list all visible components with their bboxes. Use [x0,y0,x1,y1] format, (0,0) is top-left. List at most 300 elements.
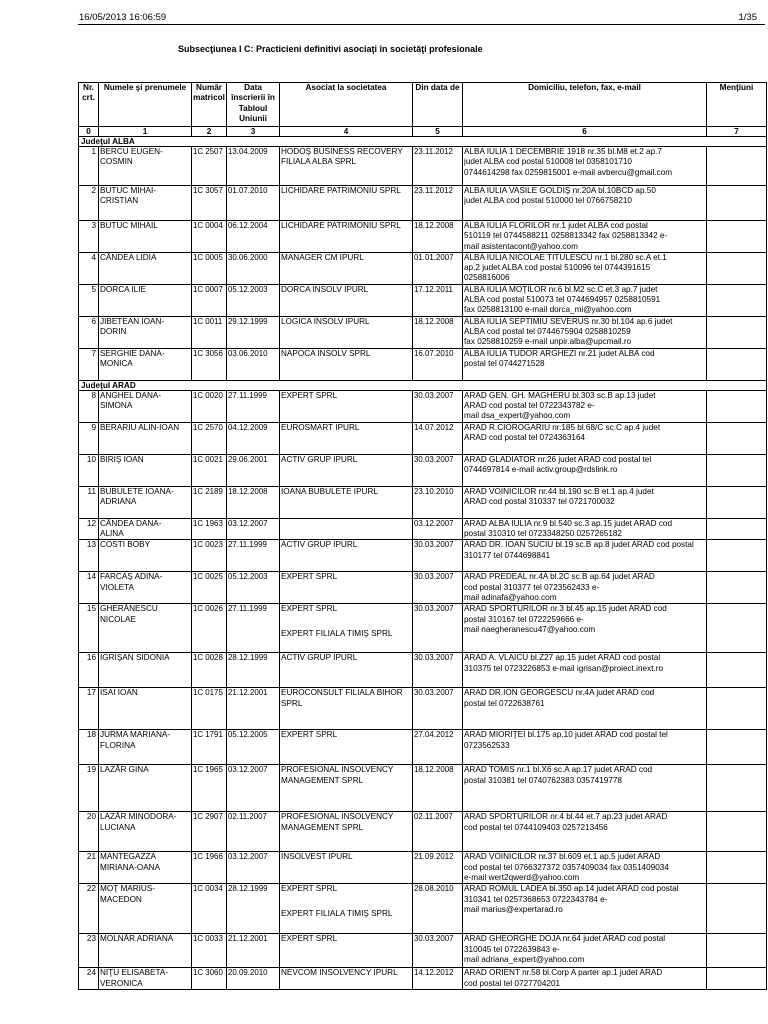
cell-line: mail asistentacont@yahoo.com [464,241,578,251]
cell-line: ap.2 judet ALBA cod postal 510096 tel 0744391615 [464,263,651,273]
cell-line: BERARIU ALIN-IOAN [100,422,180,432]
cell-line: ARAD cod postal tel 0722343782 e- [464,401,595,411]
cell-line: DORCA ILIE [100,284,146,294]
col-number: 4 [280,127,413,137]
cell-company [280,730,413,765]
cell-date-registered: 21.12.2001 [227,688,280,730]
cell-line: ARAD DR. IOAN SUCIU bl.19 sc.B ap.8 judet ARAD cod postal [464,540,694,550]
cell-line: MANTEGAZZA [100,852,156,862]
cell-mentions [707,284,767,316]
col-number: 6 [463,127,707,137]
cell-address [463,604,707,653]
cell-line: mail dsa_expert@yahoo.com [464,411,571,421]
cell-line: JIBETEAN IOAN- [100,316,165,326]
table-row [79,572,767,604]
cell-line: ARAD ORIENT nr.58 bl.Corp A parter ap.1 judet ARAD [464,968,663,978]
cell-nr: 22 [79,884,99,934]
col-number: 3 [227,127,280,137]
table-row [79,252,767,284]
cell-date-registered: 03.12.2007 [227,518,280,540]
table-row [79,765,767,812]
cell-name [99,688,192,730]
cell-line: LICHIDARE PATRIMONIU SPRL [281,186,401,195]
cell-line: BUTUC MIHAIL [100,221,158,230]
cell-nr: 16 [79,653,99,688]
cell-from-date: 01.01.2007 [413,252,463,284]
cell-address [463,653,707,688]
table-row [79,852,767,884]
cell-company [280,316,413,348]
cell-nr: 17 [79,688,99,730]
cell-line: BIRIŞ IOAN [100,454,144,464]
cell-date-registered: 06.12.2004 [227,221,280,253]
table-row [79,730,767,765]
table-row [79,486,767,518]
cell-mentions [707,390,767,422]
cell-address [463,390,707,422]
cell-line: BUBULETE IOANA- [100,486,174,496]
print-datetime: 16/05/2013 16:06:59 [79,12,167,23]
cell-from-date: 18.12.2008 [413,765,463,812]
cell-line: EXPERT SPRL [281,730,338,740]
cell-name [99,934,192,968]
cell-matricol: 1C 3056 [192,348,227,380]
cell-line: ALBA IULIA NICOLAE TITULESCU nr.1 bl.280 sc.A et.1 [464,252,667,262]
cell-line: BUTUC MIHAI- [100,186,156,195]
cell-from-date: 17.12.2011 [413,284,463,316]
cell-line: cod postal tel 0744109403 0257213456 [464,822,608,832]
cell-line: ARAD MIORIŢEI bl.175 ap.10 judet ARAD cod postal tel [464,730,668,740]
cell-line: ARAD GLADIATOR nr.26 judet ARAD cod postal tel [464,454,652,464]
cell-line: NICOLAE [100,614,136,624]
cell-line: judet ALBA cod postal 510008 tel 0358101710 [464,157,632,167]
cell-matricol: 1C 1965 [192,765,227,812]
cell-matricol: 1C 2907 [192,812,227,852]
cell-matricol: 1C 1966 [192,852,227,884]
cell-company [280,934,413,968]
cell-line: VIOLETA [100,582,134,592]
cell-line: ARAD cod postal tel 0724363164 [464,433,586,443]
table-row [79,884,767,934]
cell-address [463,284,707,316]
cell-name [99,540,192,572]
cell-nr: 11 [79,486,99,518]
cell-company [280,518,413,540]
cell-from-date: 14.07.2012 [413,422,463,454]
table-body [79,137,767,990]
cell-company [280,252,413,284]
cell-line: 0723562533 [464,740,510,750]
cell-date-registered: 21.12.2001 [227,934,280,968]
cell-name [99,186,192,221]
table-row [79,934,767,968]
cell-line: GHERĂNESCU [100,604,158,614]
cell-line: judet ALBA cod postal 510000 tel 0766758210 [464,196,632,206]
col-header-nr: Nr. crt. [79,83,99,127]
cell-line: JURMA MARIANA- [100,730,171,740]
cell-name [99,316,192,348]
table-row [79,518,767,540]
cell-matricol: 1C 0007 [192,284,227,316]
cell-line: postal 310381 tel 0740762383 0357419778 [464,775,622,785]
cell-mentions [707,688,767,730]
cell-address [463,316,707,348]
cell-line: EXPERT FILIALA TIMIŞ SPRL [281,628,393,638]
cell-line: MOLNĂR ADRIANA [100,934,174,944]
cell-line: EXPERT SPRL [281,934,338,944]
cell-company [280,186,413,221]
cell-line: CRISTIAN [100,196,139,206]
cell-line: ISAI IOAN [100,688,138,698]
cell-date-registered: 27.11.1999 [227,390,280,422]
cell-nr: 8 [79,390,99,422]
cell-line: EXPERT SPRL [281,390,338,400]
cell-nr: 20 [79,812,99,852]
practitioners-table [78,82,767,990]
cell-nr: 1 [79,147,99,186]
cell-line: postal 310310 tel 0723348250 0257265182 [464,529,622,539]
table-row [79,653,767,688]
table-row [79,812,767,852]
cell-mentions [707,186,767,221]
cell-company [280,348,413,380]
cell-line: postal 310167 tel 0722259666 e- [464,614,584,624]
cell-address [463,812,707,852]
cell-from-date: 18.12.2008 [413,316,463,348]
cell-line: VERONICA [100,978,143,988]
cell-line: BERCU EUGEN- [100,147,163,156]
cell-line: ARAD VOINICILOR nr.44 bl.190 sc.B et.1 ap.4 judet [464,486,654,496]
cell-mentions [707,252,767,284]
cell-line [281,895,411,909]
cell-line [281,519,411,533]
cell-line: EUROCONSULT FILIALA BIHOR [281,688,403,698]
cell-name [99,221,192,253]
cell-line: FILIALA ALBA SPRL [281,157,357,167]
cell-company [280,572,413,604]
cell-name [99,284,192,316]
cell-matricol: 1C 0004 [192,221,227,253]
cell-name [99,454,192,486]
cell-line: ALBA IULIA SEPTIMIU SEVERUS nr.30 bl.104 ap.6 judet [464,316,673,326]
cell-date-registered: 28.12.1999 [227,884,280,934]
cell-matricol: 1C 2189 [192,486,227,518]
table-row [79,348,767,380]
cell-line: ARAD VOINICILOR nr.37 bl.609 et.1 ap.5 judet ARAD [464,852,661,862]
cell-line: ARAD SPORTURILOR nr.4 bl.44 et.7 ap.23 judet ARAD [464,812,668,822]
table-row [79,186,767,221]
cell-date-registered: 27.11.1999 [227,540,280,572]
cell-mentions [707,653,767,688]
cell-company [280,540,413,572]
cell-nr: 14 [79,572,99,604]
cell-line: MONICA [100,359,133,369]
cell-date-registered: 03.12.2007 [227,765,280,812]
cell-mentions [707,348,767,380]
cell-line: COSTI BOBY [100,540,151,550]
cell-company [280,604,413,653]
cell-line: NEVCOM INSOLVENCY IPURL [281,968,398,978]
cell-company [280,812,413,852]
cell-matricol: 1C 0033 [192,934,227,968]
cell-line: DORCA INSOLV IPURL [281,284,369,294]
county-name: Judeţul ARAD [79,380,767,390]
cell-date-registered: 03.12.2007 [227,852,280,884]
cell-from-date: 18.12.2008 [413,221,463,253]
cell-address [463,884,707,934]
cell-matricol: 1C 3057 [192,186,227,221]
cell-nr: 4 [79,252,99,284]
cell-mentions [707,316,767,348]
cell-line: MIRIANA-OANA [100,862,161,872]
cell-mentions [707,486,767,518]
cell-date-registered: 30.06.2000 [227,252,280,284]
cell-line: LAZĂR MINODORA- [100,812,177,822]
cell-line: ANGHEL DANA- [100,390,162,400]
cell-nr: 10 [79,454,99,486]
cell-matricol: 1C 0034 [192,884,227,934]
col-number: 1 [99,127,192,137]
cell-nr: 19 [79,765,99,812]
cell-line: SIMONA [100,401,133,411]
cell-company [280,422,413,454]
cell-date-registered: 20.09.2010 [227,968,280,990]
cell-from-date: 30.03.2007 [413,934,463,968]
table-row [79,316,767,348]
cell-matricol: 1C 2507 [192,147,227,186]
cell-nr: 2 [79,186,99,221]
cell-address [463,252,707,284]
cell-mentions [707,884,767,934]
cell-line: DORIN [100,327,127,337]
cell-address [463,518,707,540]
cell-line: MACEDON [100,894,142,904]
cell-matricol: 1C 1963 [192,518,227,540]
cell-line: fax 0258810259 e-mail unpir.alba@upcmail.ro [464,337,632,347]
cell-line: EXPERT SPRL [281,884,338,894]
cell-line: 310177 tel 0744698841 [464,550,551,560]
cell-line: cod postal tel 0766327372 0357409034 fax 0351409034 [464,862,669,872]
col-header-from-date: Din data de [413,83,463,127]
cell-name [99,653,192,688]
cell-name [99,730,192,765]
cell-address [463,147,707,186]
cell-from-date: 21.09.2012 [413,852,463,884]
cell-line: MOŢ MARIUS- [100,884,156,894]
cell-date-registered: 02.11.2007 [227,812,280,852]
cell-address [463,730,707,765]
cell-line: postal tel 0744271528 [464,359,545,369]
cell-line: PROFESIONAL INSOLVENCY [281,812,394,822]
cell-from-date: 02.11.2007 [413,812,463,852]
cell-address [463,934,707,968]
cell-line: 0744697814 e-mail activ.group@rdslink.ro [464,465,618,475]
cell-line: ALBA IULIA MOŢILOR nr.6 bl.M2 sc.C et.3 ap.7 judet [464,284,658,294]
cell-line: mail adriana_expert@yahoo.com [464,954,585,964]
table-row [79,540,767,572]
cell-line: ARAD cod postal 310337 tel 0721700032 [464,497,615,507]
cell-from-date: 27.04.2012 [413,730,463,765]
cell-company [280,454,413,486]
table-row [79,454,767,486]
cell-matricol: 1C 2570 [192,422,227,454]
cell-line: EUROSMART IPURL [281,422,360,432]
cell-line: EXPERT SPRL [281,604,338,614]
cell-address [463,348,707,380]
cell-line: ARAD TOMIS nr.1 bl.X6 sc.A ap.17 judet ARAD cod [464,765,653,775]
table-row [79,221,767,253]
cell-line: fax 0258813100 e-mail dorca_mi@yahoo.com [464,305,632,315]
cell-line: MANAGEMENT SPRL [281,822,364,832]
cell-line: IGRIŞAN SIDONIA [100,653,170,663]
cell-line: ALINA [100,529,124,539]
cell-line: MANAGER CM IPURL [281,252,364,262]
cell-mentions [707,147,767,186]
cell-date-registered: 29.12.1999 [227,316,280,348]
cell-matricol: 1C 0026 [192,604,227,653]
cell-line: NIŢU ELISABETA- [100,968,169,978]
cell-line: ACTIV GRUP IPURL [281,454,358,464]
cell-line: LOGICA INSOLV IPURL [281,316,370,326]
cell-line: LAZĂR GINA [100,765,149,775]
county-row [79,380,767,390]
cell-line: ALBA cod postal 510073 tel 0744694957 0258810591 [464,295,661,305]
table-header-row [79,83,767,127]
table-row [79,604,767,653]
cell-matricol: 1C 1791 [192,730,227,765]
cell-line: cod postal tel 0727704201 [464,978,561,988]
cell-line: ALBA IULIA 1 DECEMBRIE 1918 nr.35 bl.M8 et.2 ap.7 [464,147,662,156]
cell-company [280,884,413,934]
cell-company [280,147,413,186]
county-row [79,137,767,147]
cell-date-registered: 05.12.2005 [227,730,280,765]
cell-line: ARAD GEN. GH. MAGHERU bl.303 sc.B ap.13 judet [464,390,656,400]
cell-address [463,221,707,253]
cell-address [463,540,707,572]
cell-address [463,765,707,812]
cell-name [99,348,192,380]
cell-company [280,765,413,812]
cell-matricol: 1C 0005 [192,252,227,284]
col-header-name: Numele şi prenumele [99,83,192,127]
cell-name [99,422,192,454]
cell-address [463,968,707,990]
cell-from-date: 03.12.2007 [413,518,463,540]
cell-line: 510119 tel 0744588211 0258813342 fax 0258813342 e- [464,231,668,241]
cell-line: HODOŞ BUSINESS RECOVERY [281,147,403,156]
cell-company [280,486,413,518]
cell-date-registered: 27.11.1999 [227,604,280,653]
cell-date-registered: 04.12.2009 [227,422,280,454]
cell-date-registered: 05.12.2003 [227,572,280,604]
cell-from-date: 30.03.2007 [413,688,463,730]
cell-line: SERGHIE DANA- [100,348,165,358]
table-row [79,688,767,730]
cell-line: ARAD SPORTURILOR nr.3 bl.45 ap.15 judet ARAD cod [464,604,667,614]
cell-line: 310375 tel 0723226853 e-mail igrisan@proiect.inext.ro [464,663,664,673]
cell-mentions [707,765,767,812]
col-header-matricol: Număr matricol [192,83,227,127]
cell-line: ALBA IULIA TUDOR ARGHEZI nr.21 judet ALBA cod [464,348,655,358]
cell-mentions [707,604,767,653]
cell-matricol: 1C 3060 [192,968,227,990]
cell-line: ARAD PREDEAL nr.4A bl.2C sc.B ap.64 judet ARAD [464,572,655,582]
cell-matricol: 1C 0025 [192,572,227,604]
cell-matricol: 1C 0028 [192,653,227,688]
cell-line: postal tel 0722638761 [464,698,545,708]
cell-mentions [707,968,767,990]
cell-line: ARAD R.CIOROGARIU nr.185 bl.68/C sc.C ap.4 judet [464,422,661,432]
cell-name [99,765,192,812]
cell-matricol: 1C 0011 [192,316,227,348]
cell-line: EXPERT FILIALA TIMIŞ SPRL [281,908,393,918]
header-divider [78,24,765,25]
cell-nr: 6 [79,316,99,348]
cell-mentions [707,730,767,765]
cell-nr: 18 [79,730,99,765]
cell-line: ARAD DR.ION GEORGESCU nr.4A judet ARAD cod [464,688,655,698]
page-number: 1/35 [738,12,757,23]
cell-line: COSMIN [100,157,133,167]
cell-from-date: 14.12.2012 [413,968,463,990]
col-header-mentions: Menţiuni [707,83,767,127]
col-number: 0 [79,127,99,137]
cell-line [281,615,411,629]
cell-name [99,147,192,186]
cell-line: mail naegheranescu47@yahoo.com [464,624,596,634]
cell-company [280,852,413,884]
cell-company [280,968,413,990]
cell-line: ACTIV GRUP IPURL [281,540,358,550]
cell-line: FARCAŞ ADINA- [100,572,163,582]
cell-line: ALBA IULIA VASILE GOLDIŞ nr.20A bl.10BCD ap.50 [464,186,656,195]
cell-line: 310341 tel 0257368653 0722343784 e- [464,894,608,904]
table-row [79,968,767,990]
cell-nr: 24 [79,968,99,990]
cell-line: ACTIV GRUP IPURL [281,653,358,663]
cell-nr: 15 [79,604,99,653]
cell-date-registered: 28.12.1999 [227,653,280,688]
cell-name [99,604,192,653]
cell-company [280,688,413,730]
cell-name [99,968,192,990]
cell-mentions [707,540,767,572]
cell-nr: 13 [79,540,99,572]
cell-nr: 21 [79,852,99,884]
cell-line: ARAD ALBA IULIA nr.9 bl.540 sc.3 ap.15 judet ARAD cod [464,518,672,528]
cell-mentions [707,812,767,852]
cell-nr: 23 [79,934,99,968]
cell-name [99,518,192,540]
cell-line: mail marius@expertarad.ro [464,904,563,914]
table-row [79,147,767,186]
cell-line: IOANA BUBULETE IPURL [281,486,378,496]
col-header-address: Domiciliu, telefon, fax, e-mail [463,83,707,127]
cell-from-date: 16.07.2010 [413,348,463,380]
cell-from-date: 23.11.2012 [413,147,463,186]
cell-address [463,186,707,221]
cell-name [99,390,192,422]
cell-line: EXPERT SPRL [281,572,338,582]
cell-line: INSOLVEST IPURL [281,852,353,862]
cell-from-date: 30.03.2007 [413,604,463,653]
cell-name [99,252,192,284]
cell-line: ARAD A. VLAICU bl.Z27 ap.15 judet ARAD cod postal [464,653,661,663]
cell-from-date: 30.03.2007 [413,454,463,486]
cell-company [280,284,413,316]
cell-line: CÂNDEA LIDIA [100,252,157,262]
